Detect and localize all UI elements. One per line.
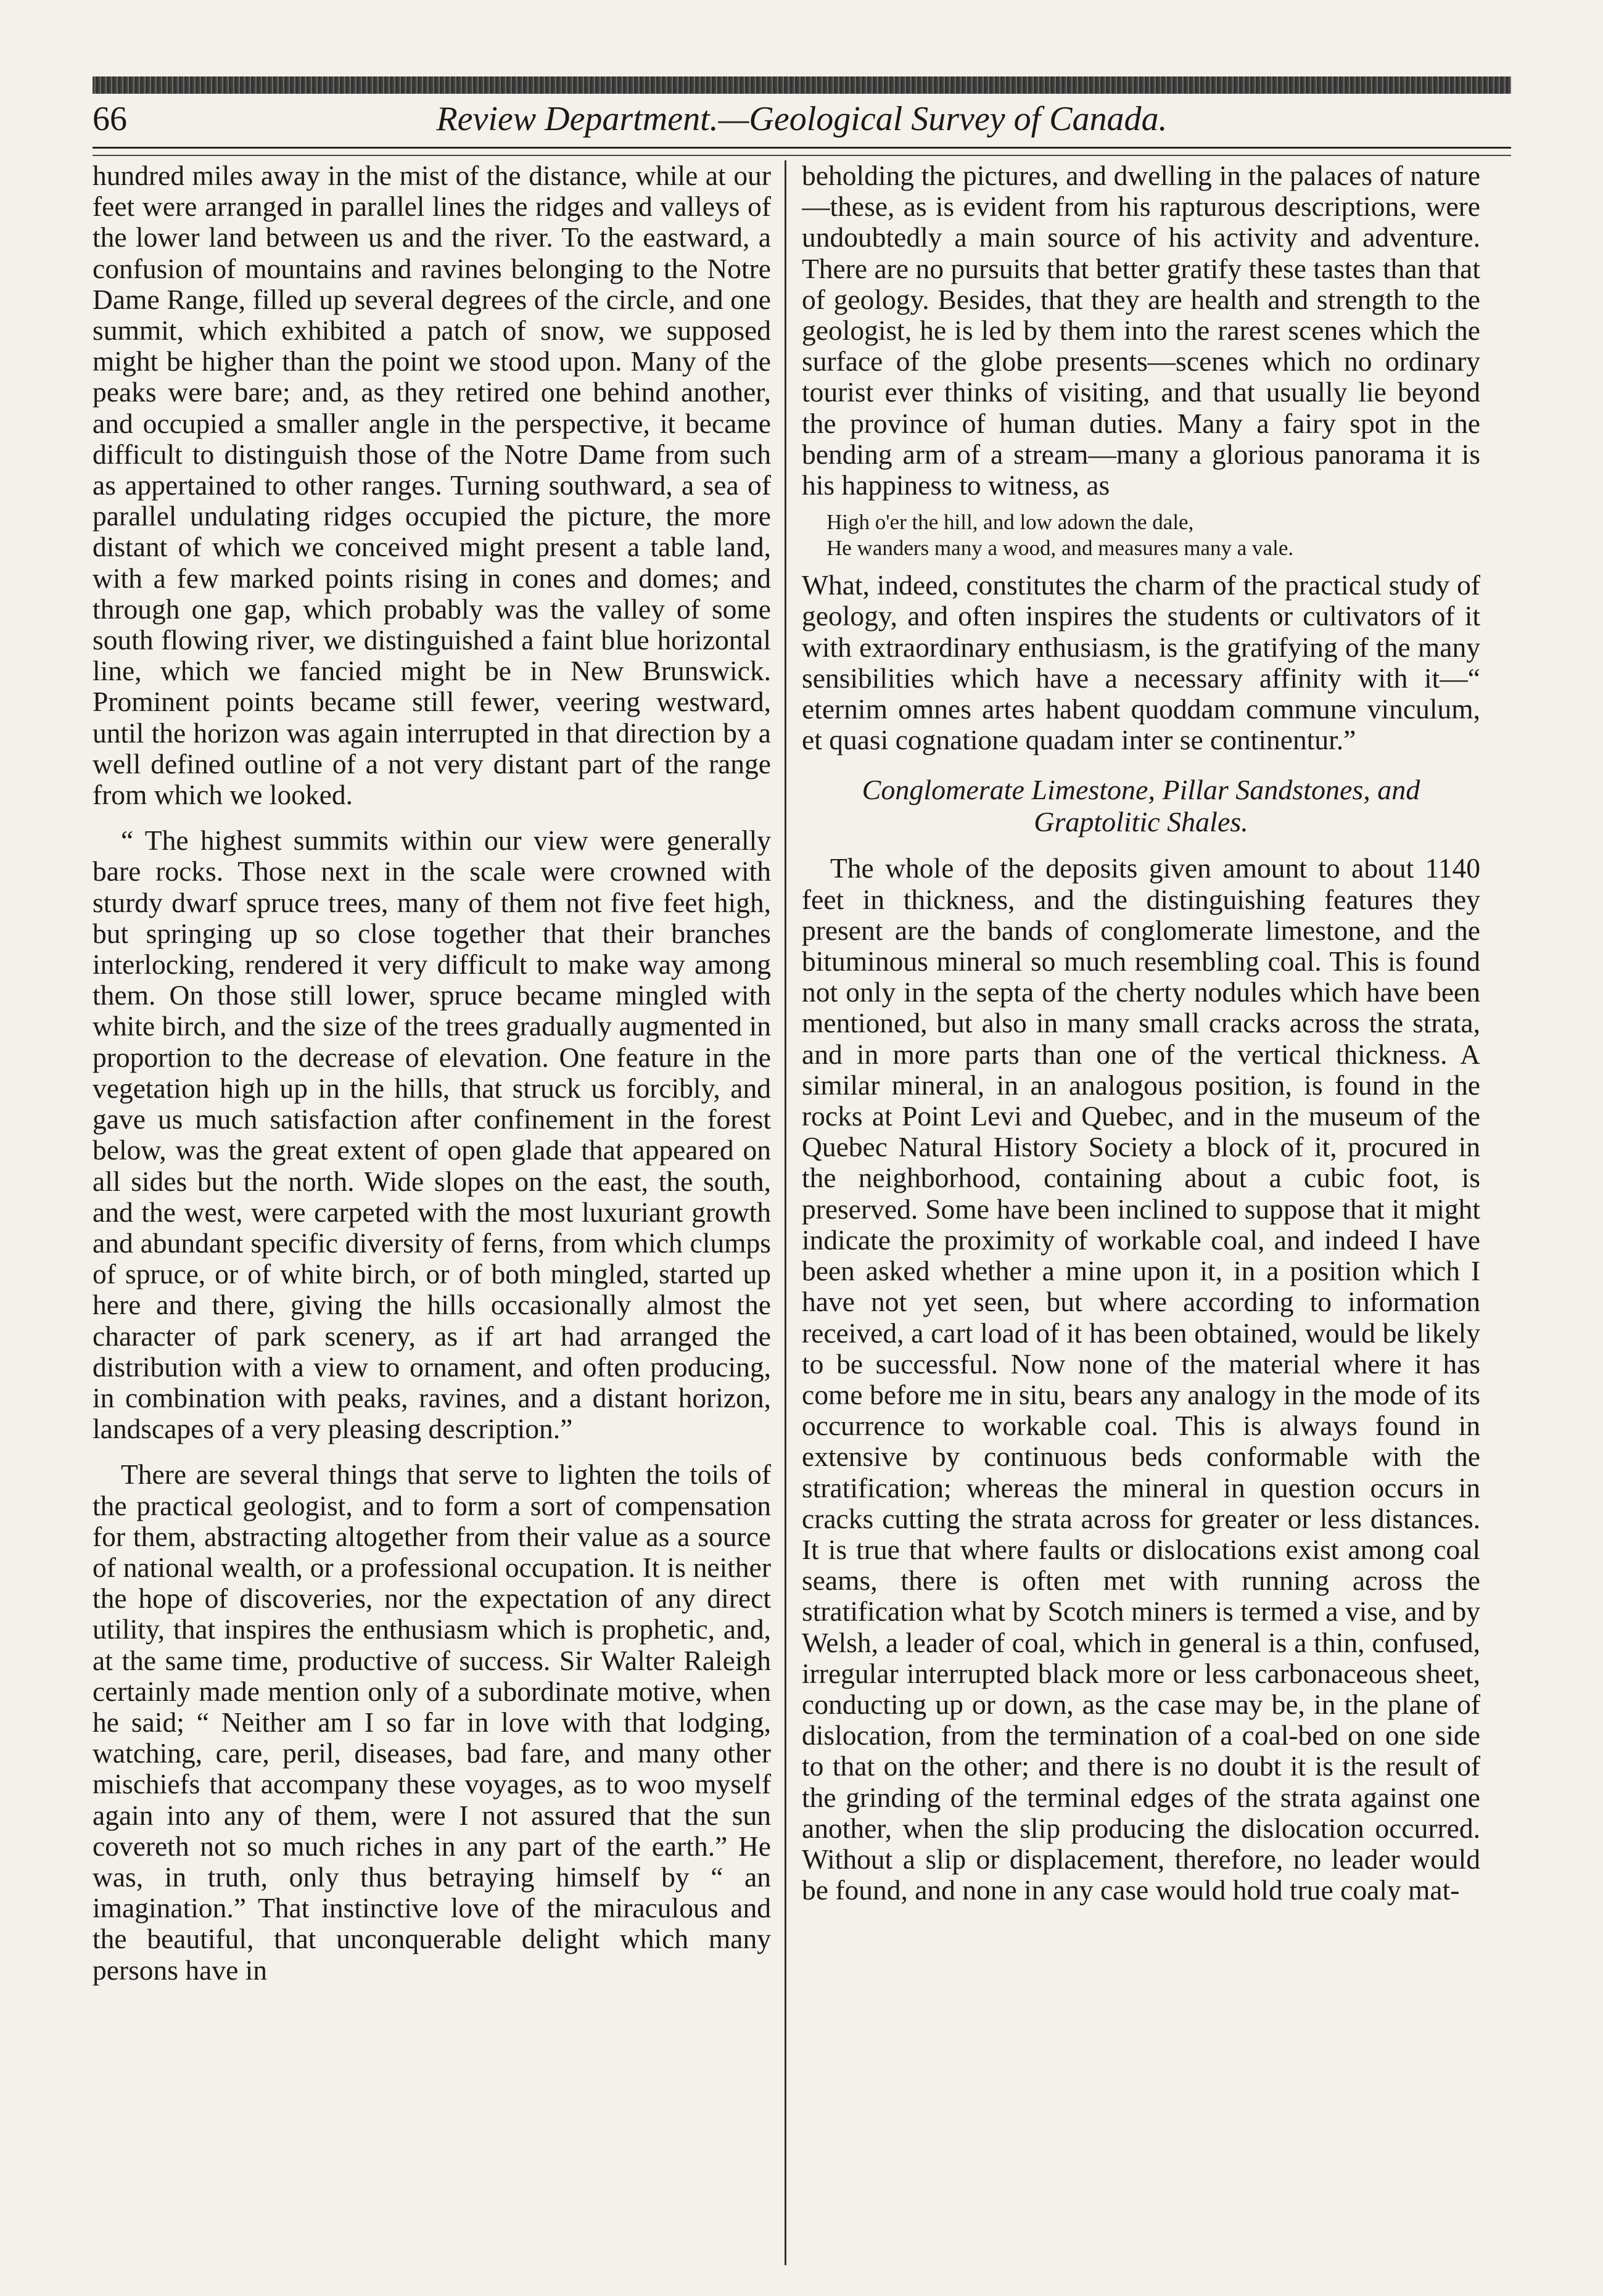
verse-line-1: High o'er the hill, and low adown the dale, (826, 510, 1194, 535)
page-number: 66 (93, 100, 127, 138)
right-paragraph-3: The whole of the deposits given amount to about 1140 feet in thickness, and the distinguishing features they present are the bands of conglomerate limestone, and the bituminous mineral so much resembling coal. This is found not only in the septa of the cherty nodules which have been mentioned, but also in many small cracks across the strata, and in more parts than one of the vertical thickness. A similar mineral, in an analogous position, is found in the rocks at Point Levi and Quebec, and in the museum of the Quebec Natural History Society a block of it, procured in the neighborhood, containing about a cubic foot, is preserved. Some have been inclined to suppose that it might indicate the proximity of workable coal, and indeed I have been asked whether a mine upon it, in a position which I have not yet seen, but where according to information received, a cart load of it has been obtained, would be likely to be successful. Now none of the material where it has come before me in situ, bears any analogy in the mode of its occurrence to workable coal. This is always found in extensive by continuous beds conformable with the stratification; whereas the mineral in question occurs in cracks cutting the strata across for greater or less distances. It is true that where faults or dislocations exist among coal seams, there is often met with running across the stratification what by Scotch miners is termed a vise, and by Welsh, a leader of coal, which in general is a thin, confused, irregular interrupted black more or less carbonaceous sheet, conducting up or down, as the case may be, in the plane of dislocation, from the termination of a coal-bed on one side to that on the other; and there is no doubt it is the result of the grinding of the terminal edges of the strata against one another, when the slip producing the dislocation occurred. Without a slip or displacement, therefore, no leader would be found, and none in any case would hold true coaly mat- (802, 852, 1480, 1906)
right-paragraph-1: beholding the pictures, and dwelling in the palaces of nature—these, as is evident from his rapturous descriptions, were undoubtedly a main source of his activity and adventure. There are no pursuits that better gratify these tastes than that of geology. Besides, that they are health and strength to the geologist, he is led by them into the rarest scenes which the surface of the globe presents—scenes which no ordinary tourist ever thinks of visiting, and that usually lie beyond the province of human duties. Many a fairy spot in the bending arm of a stream—many a glorious panorama it is his happiness to witness, as (802, 160, 1480, 501)
right-paragraph-2: What, indeed, constitutes the charm of the practical study of geology, and often inspires the students or cultivators of it with extraordinary enthusiasm, is the gratifying of the many sensibilities which have a necessary affinity with it—“ eternim omnes artes habent quoddam commune vinculum, et quasi cognatione quadam inter se continentur.” (802, 569, 1480, 756)
verse-line-2: He wanders many a wood, and measures many a vale. (826, 536, 1294, 561)
page-header (93, 97, 1511, 141)
column-divider (785, 160, 786, 2265)
header-double-rule (93, 147, 1511, 156)
left-column (93, 160, 771, 2271)
left-paragraph-2: “ The highest summits within our view were generally bare rocks. Those next in the scale were crowned with sturdy dwarf spruce trees, many of them not five feet high, but springing up so close together that their branches interlocking, rendered it very difficult to make way among them. On those still lower, spruce became mingled with white birch, and the size of the trees gradually augmented in proportion to the decrease of elevation. One feature in the vegetation high up in the hills, that struck us forcibly, and gave us much satisfaction after confinement in the forest below, was the great extent of open glade that appeared on all sides but the north. Wide slopes on the east, the south, and the west, were carpeted with the most luxuriant growth and abundant specific diversity of ferns, from which clumps of spruce, or of white birch, or of both mingled, started up here and there, giving the hills occasionally almost the character of park scenery, as if art had arranged the distribution with a view to ornament, and often producing, in combination with peaks, ravines, and a distant horizon, landscapes of a very pleasing description.” (93, 825, 771, 1445)
verse-quotation (826, 509, 1480, 561)
right-column (802, 160, 1480, 2271)
left-paragraph-3: There are several things that serve to lighten the toils of the practical geologist, and to form a sort of compensation for them, abstracting altogether from their value as a source of national wealth, or a professional occupation. It is neither the hope of discoveries, nor the expectation of any direct utility, that inspires the enthusiasm which is prophetic, and, at the same time, productive of success. Sir Walter Raleigh certainly made mention only of a subordinate motive, when he said; “ Neither am I so far in love with that lodging, watching, care, peril, diseases, bad fare, and many other mischiefs that accompany these voyages, as to woo myself again into any of them, were I not assured that the sun covereth not so much riches in any part of the earth.” He was, in truth, only thus betraying himself by “ an imagination.” That instinctive love of the miraculous and the beautiful, that unconquerable delight which many persons have in (93, 1459, 771, 1986)
header-ornamental-rule (93, 76, 1511, 94)
running-head: Review Department.—Geological Survey of Canada. (436, 100, 1168, 138)
section-heading: Conglomerate Limestone, Pillar Sandstones, and Graptolitic Shales. (862, 774, 1420, 838)
left-paragraph-1: hundred miles away in the mist of the distance, while at our feet were arranged in parallel lines the ridges and valleys of the lower land between us and the river. To the eastward, a confusion of mountains and ravines belonging to the Notre Dame Range, filled up several degrees of the circle, and one summit, which exhibited a patch of snow, we supposed might be higher than the point we stood upon. Many of the peaks were bare; and, as they retired one behind another, and occupied a smaller angle in the perspective, it became difficult to distinguish those of the Notre Dame from such as appertained to other ranges. Turning southward, a sea of parallel undulating ridges occupied the picture, the more distant of which we conceived might present a table land, with a few marked points rising in cones and domes; and through one gap, which probably was the valley of some south flowing river, we distinguished a faint blue horizontal line, which we fancied might be in New Brunswick. Prominent points became still fewer, veering westward, until the horizon was again interrupted in that direction by a well defined outline of a not very distant part of the range from which we looked. (93, 160, 771, 811)
